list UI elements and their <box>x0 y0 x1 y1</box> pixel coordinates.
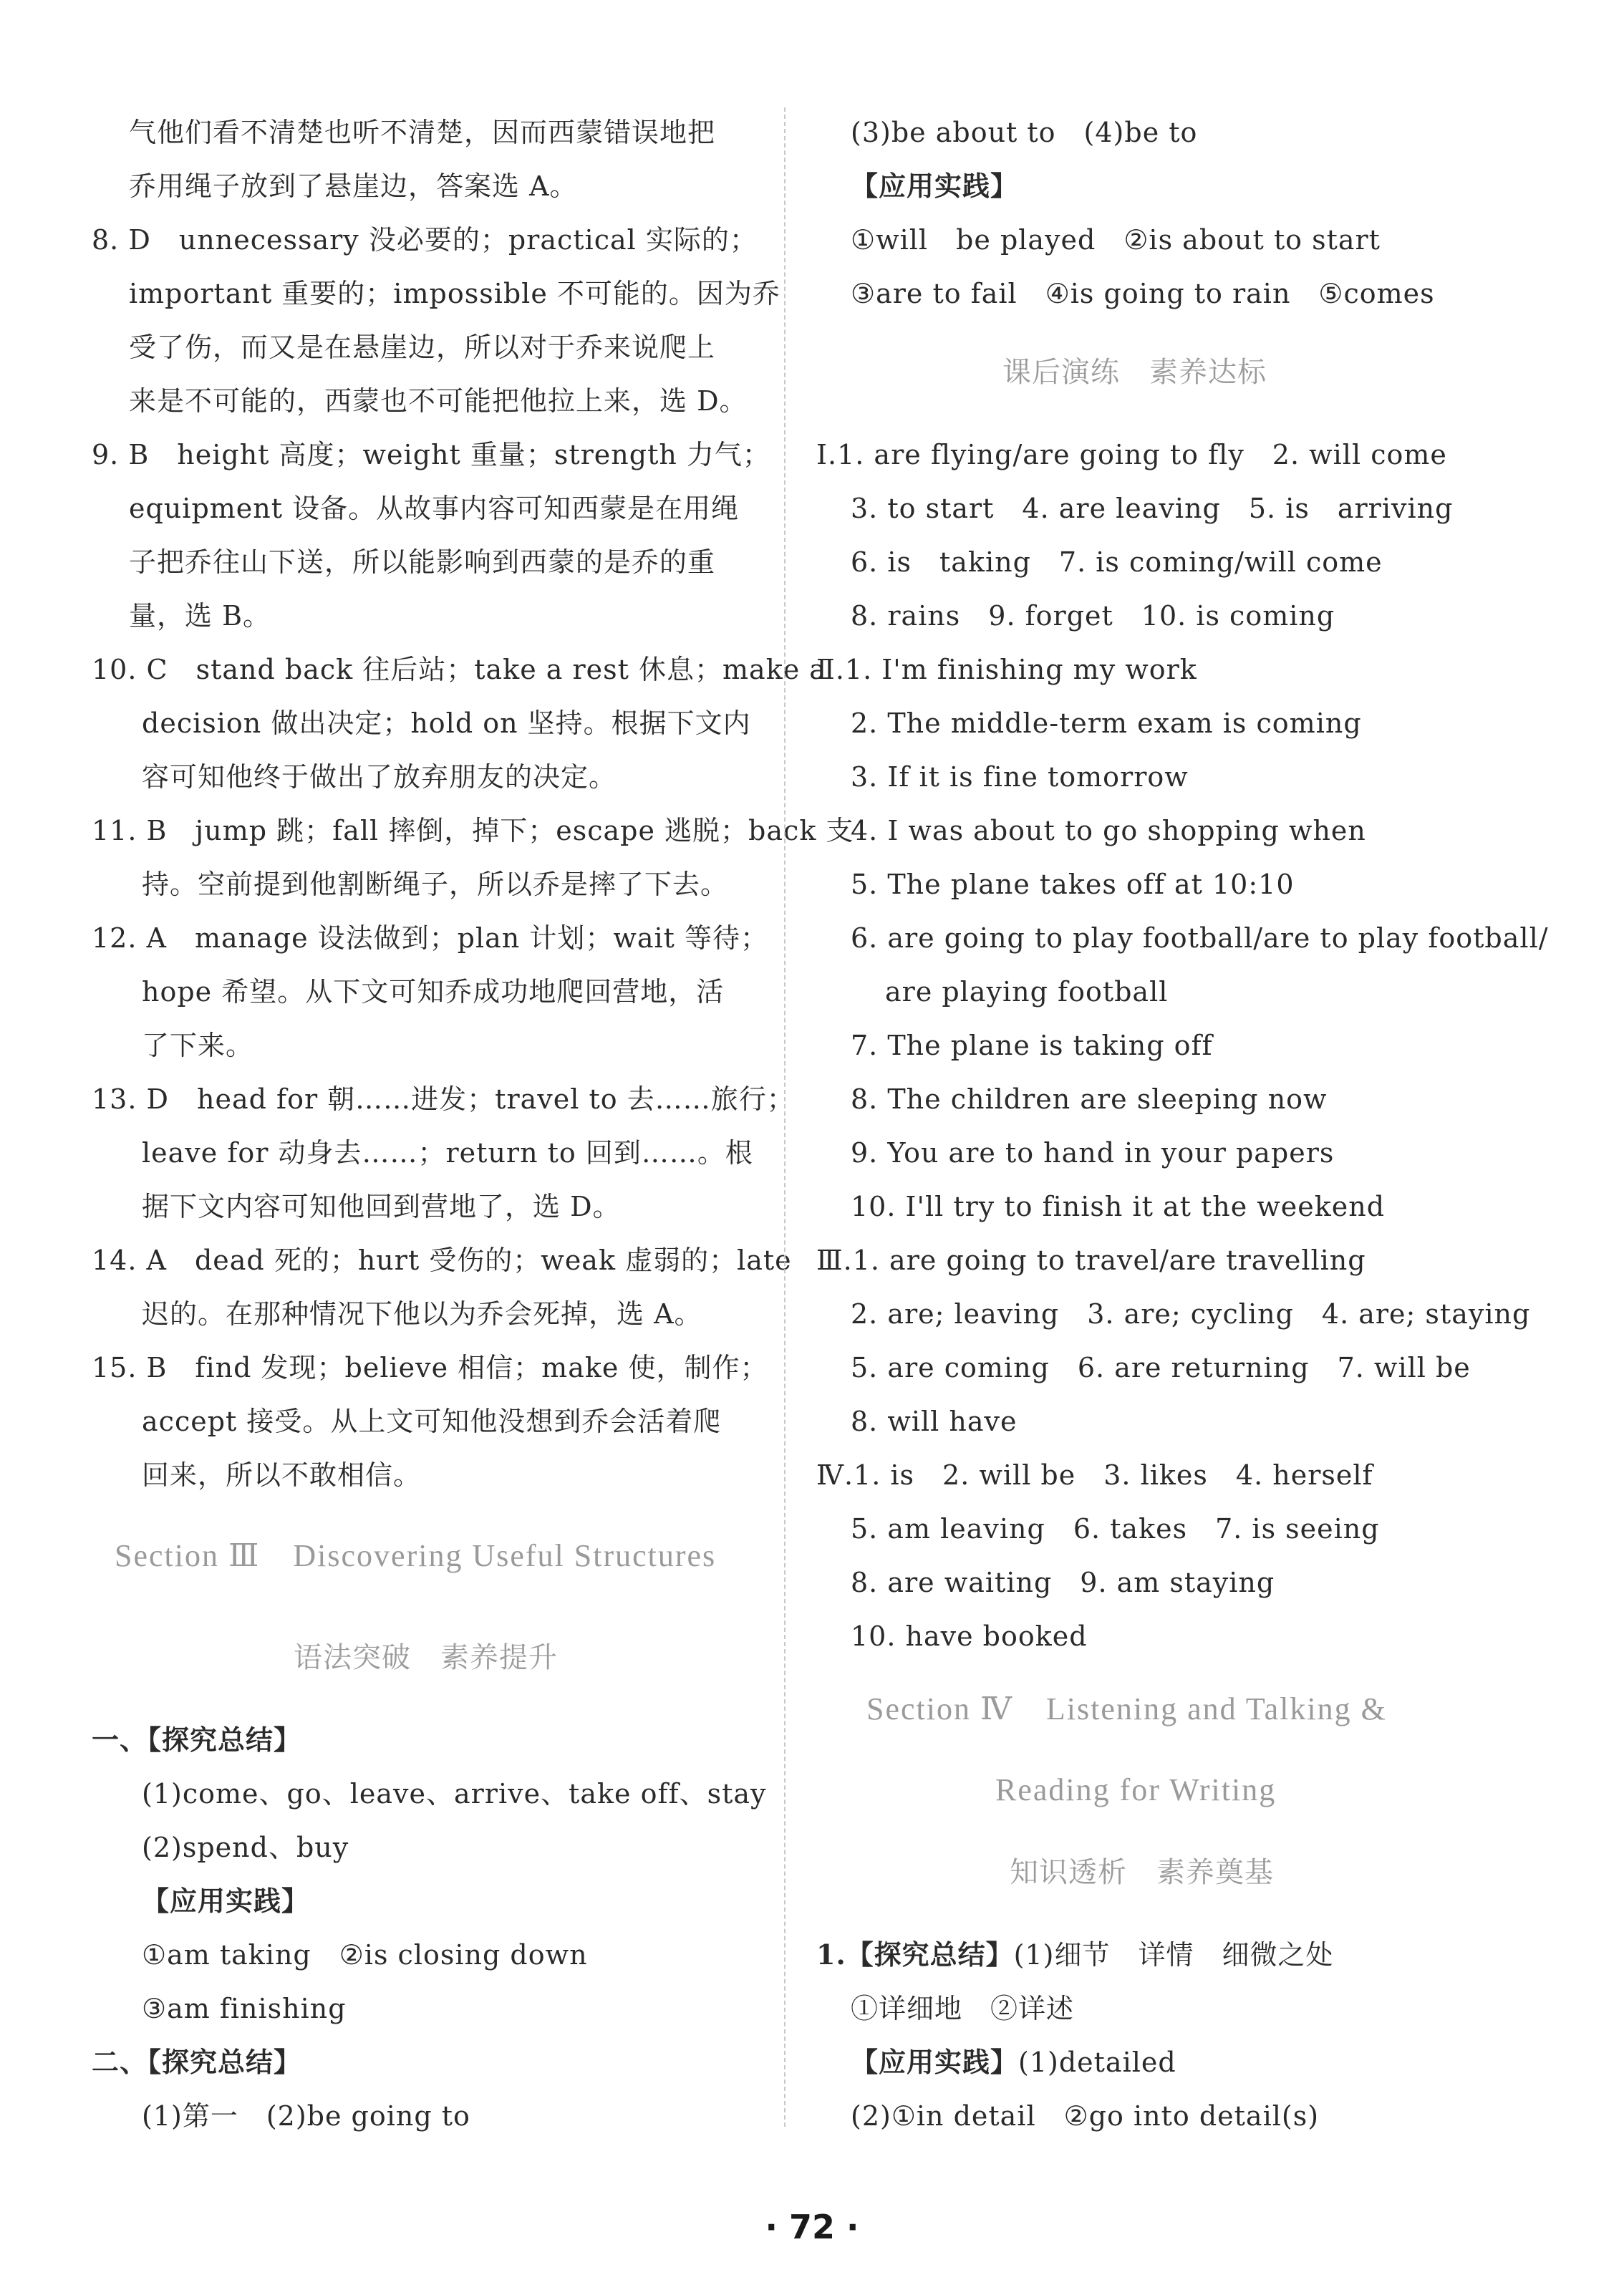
text-line: ③are to fail ④is going to rain ⑤comes <box>851 278 1435 309</box>
text-line: 容可知他终于做出了放弃朋友的决定。 <box>142 761 617 793</box>
column-divider <box>784 107 786 2127</box>
text-line: 回来，所以不敢相信。 <box>142 1459 422 1491</box>
text-line: 10. have booked <box>851 1620 1088 1652</box>
section-heading: 知识透析 素养奠基 <box>1010 1856 1274 1889</box>
text-line: ③am finishing <box>142 1993 347 2024</box>
text-line: 一、【探究总结】 <box>92 1724 302 1756</box>
text-line: 3. to start 4. are leaving 5. is arriving <box>851 493 1454 524</box>
text-line: 1.【探究总结】(1)细节 详情 细微之处 <box>816 1938 1334 1971</box>
text-line: (2)①in detail ②go into detail(s) <box>851 2100 1320 2132</box>
text-line: 持。空前提到他割断绳子，所以乔是摔了下去。 <box>142 869 729 900</box>
text-line: hope 希望。从下文可知乔成功地爬回营地，活 <box>142 976 725 1008</box>
text-line: 8. D unnecessary 没必要的；practical 实际的； <box>92 224 758 256</box>
section-heading: Reading for Writing <box>995 1772 1277 1807</box>
text-line: 据下文内容可知他回到营地了，选 D。 <box>142 1191 621 1222</box>
page-number: · 72 · <box>765 2208 859 2246</box>
text-line: 15. B find 发现；believe 相信；make 使，制作； <box>92 1352 768 1383</box>
label-bold: 1.【探究总结】 <box>816 1938 1014 1971</box>
text-line: 乔用绳子放到了悬崖边，答案选 A。 <box>129 170 578 202</box>
text-line: 12. A manage 设法做到；plan 计划；wait 等待； <box>92 922 769 954</box>
text-line: 9. You are to hand in your papers <box>851 1137 1335 1169</box>
text-line: are playing football <box>885 976 1169 1008</box>
text-line: 5. am leaving 6. takes 7. is seeing <box>851 1513 1380 1545</box>
section-heading: Section Ⅳ Listening and Talking & <box>866 1691 1387 1726</box>
text-line: 8. rains 9. forget 10. is coming <box>851 600 1335 632</box>
text-line: 8. will have <box>851 1406 1018 1437</box>
text-line: 11. B jump 跳；fall 摔倒，掉下；escape 逃脱；back 支 <box>92 815 854 846</box>
text-line: 2. are; leaving 3. are; cycling 4. are; staying <box>851 1298 1531 1330</box>
text-line: 6. are going to play football/are to play football/ <box>851 922 1549 954</box>
text-line: 来是不可能的，西蒙也不可能把他拉上来，选 D。 <box>129 385 748 417</box>
text-line: (1)come、go、leave、arrive、take off、stay <box>142 1778 767 1810</box>
text-line: ①am taking ②is closing down <box>142 1939 588 1971</box>
text-line: 8. are waiting 9. am staying <box>851 1567 1275 1598</box>
text-line: leave for 动身去……；return to 回到……。根 <box>142 1137 753 1169</box>
section-heading: 语法突破 素养提升 <box>294 1641 558 1674</box>
text-line: 4. I was about to go shopping when <box>851 815 1366 846</box>
text-line: 子把乔往山下送，所以能影响到西蒙的是乔的重 <box>129 546 716 578</box>
text-line: ①will be played ②is about to start <box>851 224 1381 256</box>
text-line: 量，选 B。 <box>129 600 271 632</box>
text-line: 5. The plane takes off at 10:10 <box>851 869 1295 900</box>
text-line: decision 做出决定；hold on 坚持。根据下文内 <box>142 707 751 739</box>
text-line: 8. The children are sleeping now <box>851 1083 1328 1115</box>
text-line: 13. D head for 朝……进发；travel to 去……旅行； <box>92 1083 795 1115</box>
text-line: 【应用实践】 <box>142 1885 310 1917</box>
section-heading: Section Ⅲ Discovering Useful Structures <box>115 1538 717 1573</box>
text-line: 二、【探究总结】 <box>92 2046 302 2078</box>
text-line: equipment 设备。从故事内容可知西蒙是在用绳 <box>129 493 740 524</box>
text-line: Ⅳ.1. is 2. will be 3. likes 4. herself <box>816 1459 1373 1491</box>
text-line: (2)spend、buy <box>142 1832 349 1863</box>
text-line: 气他们看不清楚也听不清楚，因而西蒙错误地把 <box>129 117 716 148</box>
text-line: 3. If it is fine tomorrow <box>851 761 1189 793</box>
text-line: Ⅱ.1. I'm finishing my work <box>816 654 1197 685</box>
text-line: 7. The plane is taking off <box>851 1030 1213 1061</box>
text-line: 14. A dead 死的；hurt 受伤的；weak 虚弱的；late <box>92 1245 792 1276</box>
text-line: 了下来。 <box>142 1030 254 1061</box>
text-line: Ⅰ.1. are flying/are going to fly 2. will come <box>816 439 1447 470</box>
text-line: important 重要的；impossible 不可能的。因为乔 <box>129 278 780 309</box>
text-line: accept 接受。从上文可知他没想到乔会活着爬 <box>142 1406 722 1437</box>
text-line: 5. are coming 6. are returning 7. will be <box>851 1352 1471 1383</box>
text-line: 【应用实践】 <box>851 170 1019 202</box>
text-line: 10. I'll try to finish it at the weekend <box>851 1191 1386 1222</box>
text-line: 9. B height 高度；weight 重量；strength 力气； <box>92 439 770 470</box>
text-line: 10. C stand back 往后站；take a rest 休息；make a <box>92 654 826 685</box>
text-line: 【应用实践】(1)detailed <box>851 2046 1176 2078</box>
text-line: 迟的。在那种情况下他以为乔会死掉，选 A。 <box>142 1298 702 1330</box>
text-line: 2. The middle-term exam is coming <box>851 707 1362 739</box>
text-line: (3)be about to (4)be to <box>851 117 1198 148</box>
text-line: (1)第一 (2)be going to <box>142 2100 470 2132</box>
text-line: Ⅲ.1. are going to travel/are travelling <box>816 1245 1366 1276</box>
text-line: ①详细地 ②详述 <box>851 1993 1075 2024</box>
text-line: 受了伤，而又是在悬崖边，所以对于乔来说爬上 <box>129 332 716 363</box>
text-line: 6. is taking 7. is coming/will come <box>851 546 1383 578</box>
label-bold: 【应用实践】 <box>851 2046 1019 2078</box>
section-heading: 课后演练 素养达标 <box>1002 356 1267 389</box>
